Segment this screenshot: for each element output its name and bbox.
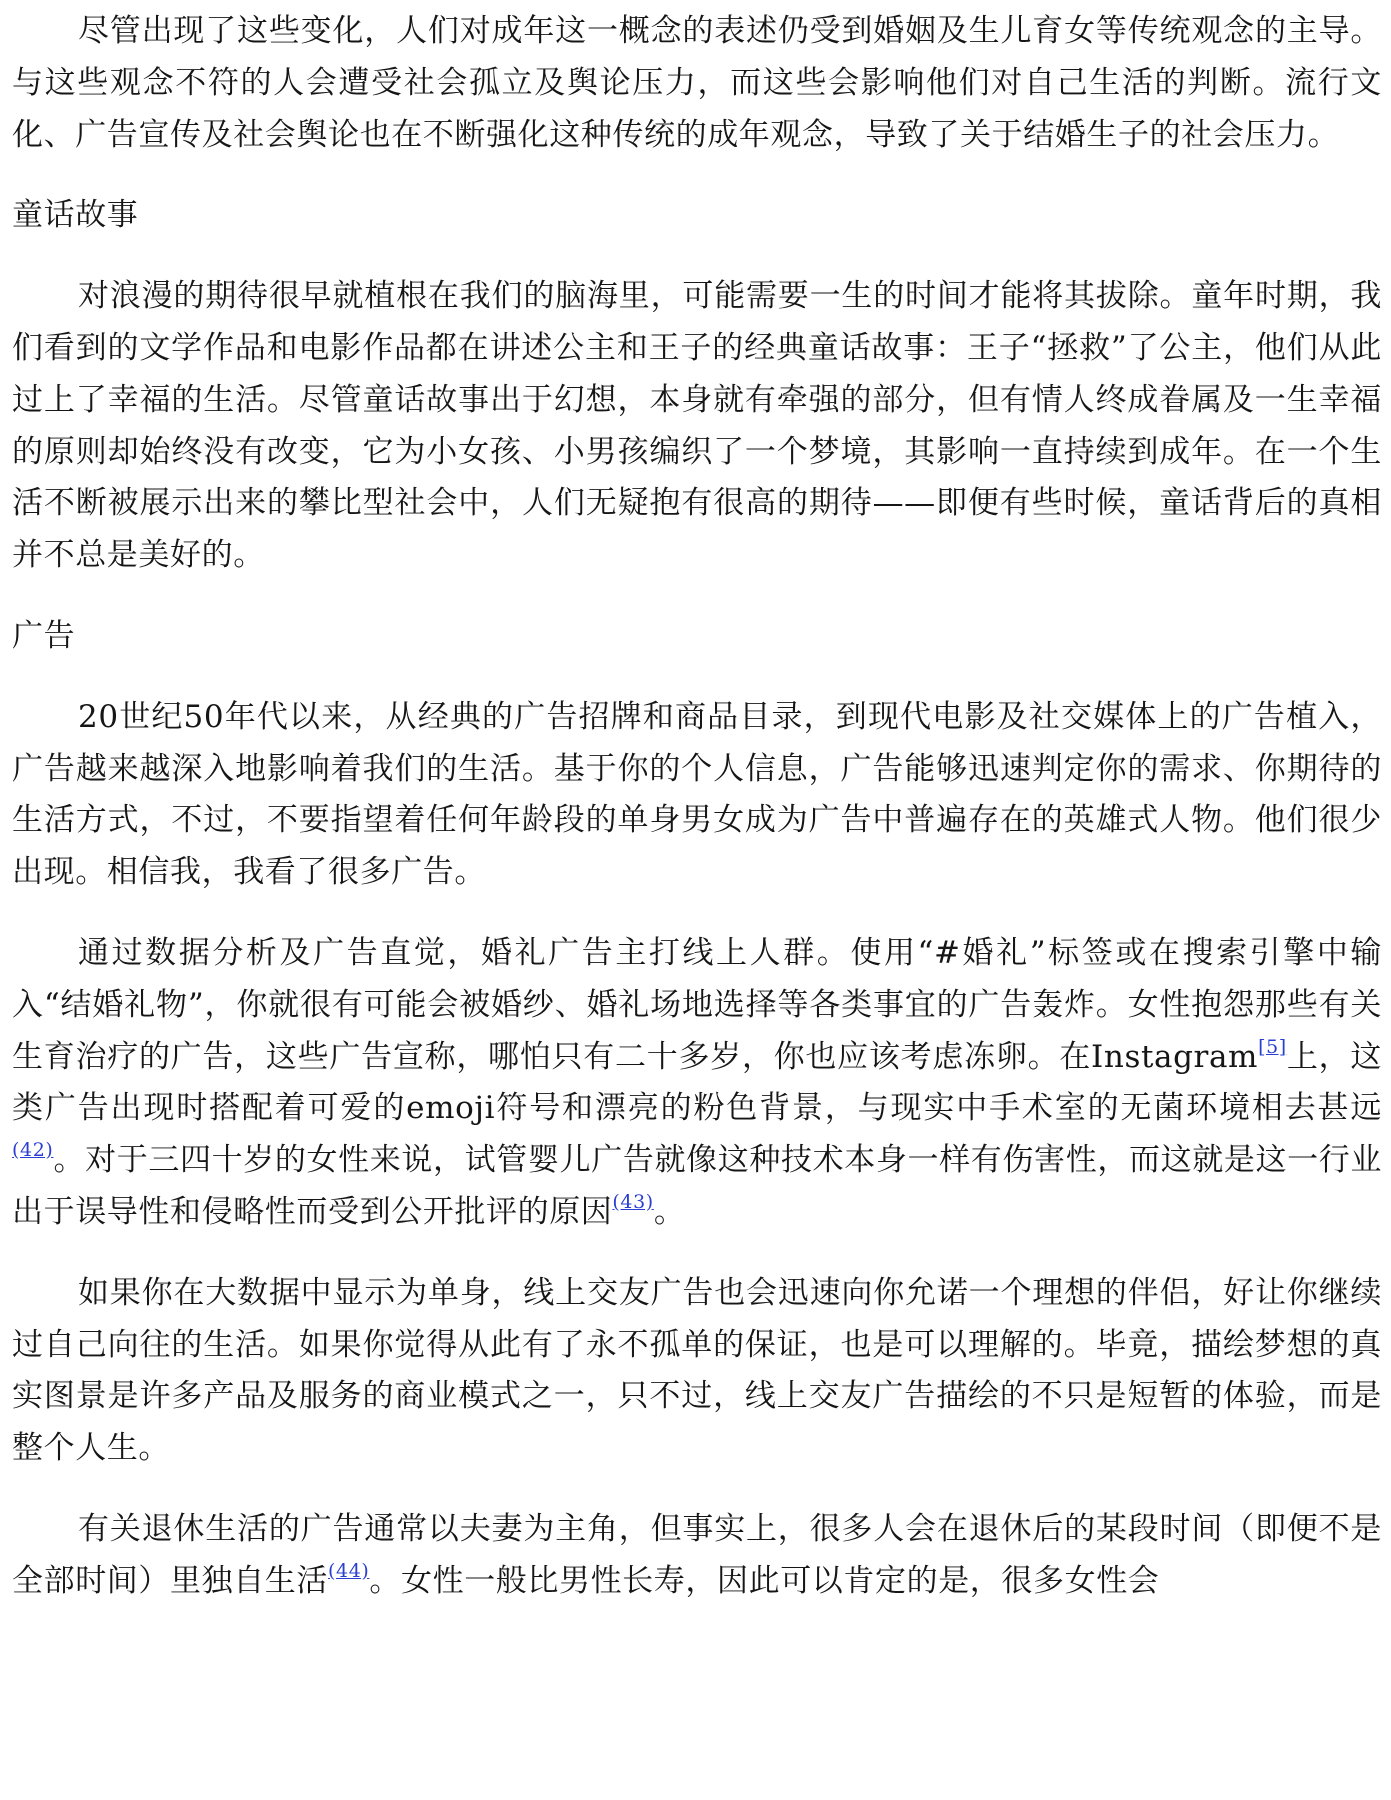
book-page [12,6,1382,1637]
footnote-reference-link[interactable]: (44) [328,1559,370,1582]
body-paragraph [12,271,1382,582]
body-paragraph [12,6,1382,161]
paragraph-text: 有关退休生活的广告通常以夫妻为主角，但事实上，很多人会在退休后的某段时间（即便不是全部时间）里独自生活 [12,1510,1382,1599]
heading-text: 童话故事 [12,197,139,234]
paragraph-text: 。女性一般比男性长寿，因此可以肯定的是，很多女性会 [369,1562,1160,1599]
body-paragraph [12,928,1382,1239]
body-paragraph [12,692,1382,899]
paragraph-text: 如果你在大数据中显示为单身，线上交友广告也会迅速向你允诺一个理想的伴侣，好让你继续过自己向往的生活。如果你觉得从此有了永不孤单的保证，也是可以理解的。毕竟，描绘梦想的真实图景是许多产品及服务的商业模式之一，只不过，线上交友广告描绘的不只是短暂的体验，而是整个人生。 [12,1274,1382,1467]
heading-text: 广告 [12,617,76,654]
paragraph-text: 。 [653,1193,686,1230]
footnote-reference-link[interactable]: [5] [1258,1035,1287,1058]
paragraph-text: 尽管出现了这些变化，人们对成年这一概念的表述仍受到婚姻及生儿育女等传统观念的主导。与这些观念不符的人会遭受社会孤立及舆论压力，而这些会影响他们对自己生活的判断。流行文化、广告宣传及社会舆论也在不断强化这种传统的成年观念，导致了关于结婚生子的社会压力。 [12,13,1382,153]
body-paragraph [12,1504,1382,1608]
footnote-reference-link[interactable]: (43) [612,1190,654,1213]
section-heading [12,190,1382,242]
paragraph-text: 对浪漫的期待很早就植根在我们的脑海里，可能需要一生的时间才能将其拔除。童年时期，我们看到的文学作品和电影作品都在讲述公主和王子的经典童话故事：王子“拯救”了公主，他们从此过上了幸福的生活。尽管童话故事出于幻想，本身就有牵强的部分，但有情人终成眷属及一生幸福的原则却始终没有改变，它为小女孩、小男孩编织了一个梦境，其影响一直持续到成年。在一个生活不断被展示出来的攀比型社会中，人们无疑抱有很高的期待——即便有些时候，童话背后的真相并不总是美好的。 [12,278,1382,574]
paragraph-text: 。对于三四十岁的女性来说，试管婴儿广告就像这种技术本身一样有伤害性，而这就是这一行业出于误导性和侵略性而受到公开批评的原因 [12,1142,1382,1230]
body-paragraph [12,1268,1382,1475]
section-heading [12,611,1382,663]
footnote-reference-link[interactable]: (42) [12,1139,54,1162]
paragraph-text: 20世纪50年代以来，从经典的广告招牌和商品目录，到现代电影及社交媒体上的广告植入，广告越来越深入地影响着我们的生活。基于你的个人信息，广告能够迅速判定你的需求、你期待的生活方式，不过，不要指望着任何年龄段的单身男女成为广告中普遍存在的英雄式人物。他们很少出现。相信我，我看了很多广告。 [12,698,1382,891]
paragraph-text: 通过数据分析及广告直觉，婚礼广告主打线上人群。使用“#婚礼”标签或在搜索引擎中输入“结婚礼物”，你就很有可能会被婚纱、婚礼场地选择等各类事宜的广告轰炸。女性抱怨那些有关生育治疗的广告，这些广告宣称，哪怕只有二十多岁，你也应该考虑冻卵。在Instagram [12,934,1382,1075]
paragraph-text: 上，这类广告出现时搭配着可爱的emoji符号和漂亮的粉色背景，与现实中手术室的无菌环境相去甚远 [12,1038,1382,1127]
